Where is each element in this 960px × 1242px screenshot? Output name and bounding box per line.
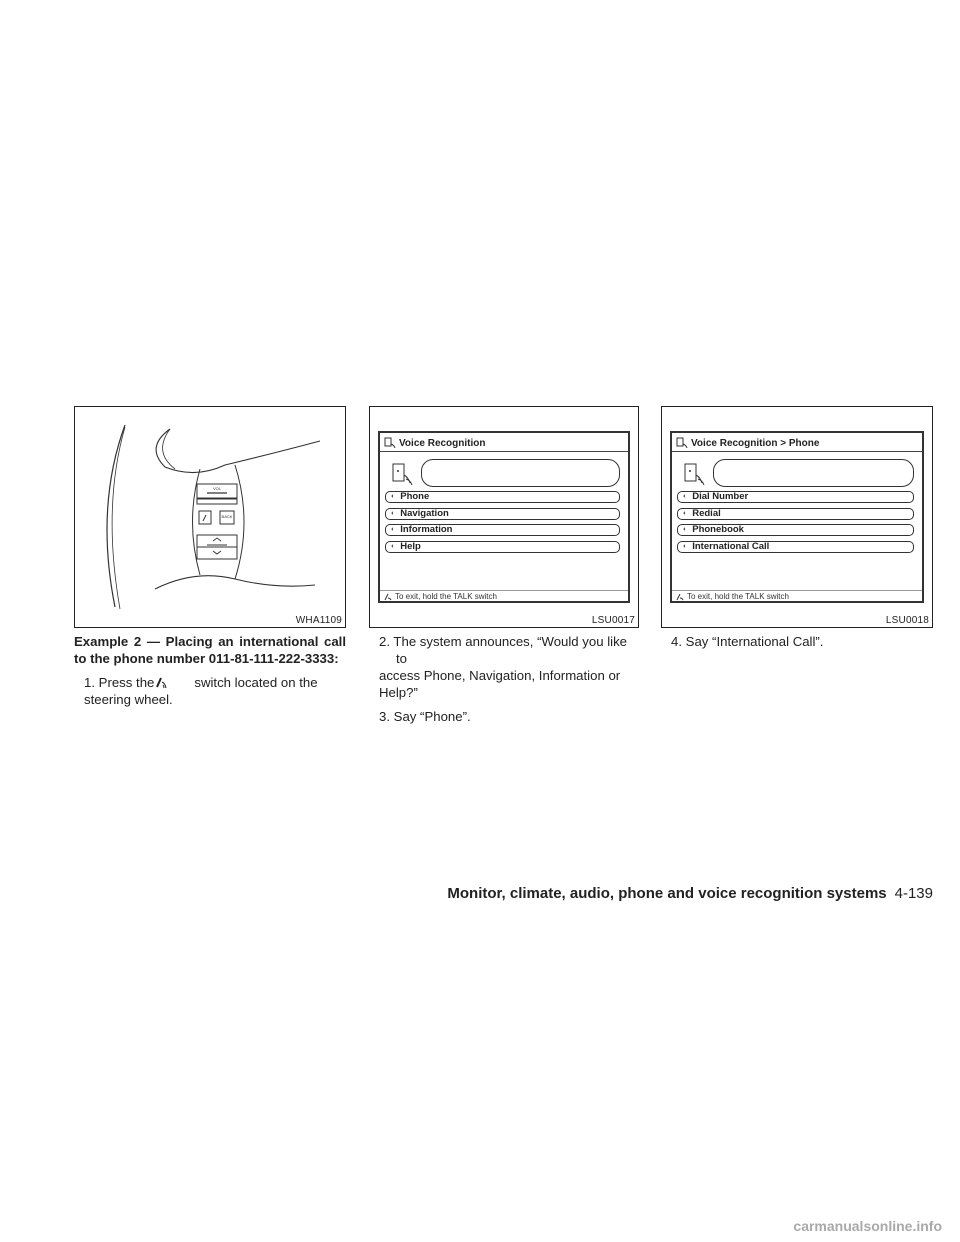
- menu-item-international-call[interactable]: [677, 541, 914, 553]
- display-screen: [378, 431, 630, 603]
- menu-item-label: Phonebook: [692, 524, 744, 535]
- step-1-text-b: switch located on the: [194, 675, 318, 690]
- phone-menu-screen-figure: [661, 406, 933, 628]
- menu-item-label: International Call: [692, 540, 770, 552]
- menu-item-label: Information: [400, 524, 453, 535]
- steering-wheel-illustration: [75, 407, 345, 627]
- menu-item-information[interactable]: [385, 524, 620, 536]
- title-divider: [672, 451, 922, 452]
- watermark: carmanualsonline.info: [793, 1218, 942, 1234]
- step-2-line-2: access Phone, Navigation, Information or: [379, 668, 621, 683]
- step-2: [369, 633, 639, 701]
- step-1-text-c: steering wheel.: [84, 692, 173, 707]
- title-divider: [380, 451, 628, 452]
- back-label: BACK: [221, 514, 233, 519]
- heading-line-2: to the phone number 011-81-111-222-3333:: [74, 651, 339, 666]
- voice-command-icon: ◐: [391, 493, 396, 500]
- page-footer: [447, 885, 933, 902]
- voice-command-icon: ◐: [683, 526, 688, 533]
- screen-footer-text: To exit, hold the TALK switch: [687, 592, 789, 601]
- voice-recognition-screen-figure: [369, 406, 639, 628]
- voice-menu: [385, 491, 620, 557]
- figure-code: LSU0018: [885, 615, 929, 626]
- step-2-line-1: 2. The system announces, “Would you like to: [379, 634, 628, 666]
- menu-item-dial-number[interactable]: [677, 491, 914, 503]
- column-2: [369, 633, 639, 725]
- section-title: Monitor, climate, audio, phone and voice recognition systems: [447, 885, 887, 902]
- column-1: [74, 633, 346, 708]
- menu-item-phone[interactable]: [385, 491, 620, 503]
- screen-footer: [384, 592, 497, 601]
- step-1-line-1: [84, 674, 346, 691]
- screen-footer-divider: [380, 590, 628, 591]
- screen-footer: [676, 592, 789, 601]
- step-1-text-a: 1. Press the: [84, 675, 155, 690]
- voice-command-icon: ◐: [683, 542, 688, 550]
- menu-item-phonebook[interactable]: [677, 524, 914, 536]
- figure-code: WHA1109: [295, 615, 342, 626]
- step-3-line: 3. Say “Phone”.: [379, 709, 471, 724]
- heading-line-1: Example 2 — Placing an international call: [74, 634, 346, 649]
- voice-command-icon: ◐: [391, 509, 396, 517]
- display-screen: [670, 431, 924, 603]
- speech-input-bar: [421, 459, 620, 487]
- menu-item-label: Redial: [692, 507, 721, 519]
- step-4: [661, 633, 933, 650]
- talk-switch-icon: [676, 593, 684, 601]
- column-3: [661, 633, 933, 650]
- figure-code: LSU0017: [591, 615, 635, 626]
- example-heading: [74, 633, 346, 667]
- voice-menu: [677, 491, 914, 557]
- voice-command-icon: ◐: [391, 526, 396, 533]
- screen-title-text: Voice Recognition > Phone: [691, 437, 820, 449]
- talk-face-icon: [682, 461, 706, 487]
- menu-item-navigation[interactable]: [385, 508, 620, 520]
- screen-title: [384, 437, 486, 449]
- menu-item-label: Navigation: [400, 507, 449, 519]
- screen-footer-text: To exit, hold the TALK switch: [395, 592, 497, 601]
- voice-command-icon: ◐: [683, 509, 688, 517]
- page-number: 4-139: [894, 885, 933, 902]
- talk-switch-icon: [154, 676, 168, 689]
- voice-recognition-icon: [676, 437, 688, 449]
- step-3: [369, 708, 639, 725]
- voice-recognition-icon: [384, 437, 396, 449]
- menu-item-redial[interactable]: [677, 508, 914, 520]
- screen-title: [676, 437, 819, 449]
- voice-command-icon: ◐: [391, 542, 396, 550]
- menu-item-label: Dial Number: [692, 491, 749, 502]
- talk-face-icon: [390, 461, 414, 487]
- speech-input-bar: [713, 459, 914, 487]
- menu-item-label: Help: [400, 540, 421, 552]
- menu-item-label: Phone: [400, 491, 430, 502]
- step-4-line: 4. Say “International Call”.: [671, 634, 824, 649]
- menu-item-help[interactable]: [385, 541, 620, 553]
- vol-label: VOL: [212, 486, 222, 491]
- steering-wheel-figure: [74, 406, 346, 628]
- screen-title-text: Voice Recognition: [399, 437, 486, 449]
- talk-switch-icon: [384, 593, 392, 601]
- step-2-line-3: Help?”: [379, 685, 418, 700]
- screen-footer-divider: [672, 590, 922, 591]
- voice-command-icon: ◐: [683, 493, 688, 500]
- step-1: [74, 674, 346, 708]
